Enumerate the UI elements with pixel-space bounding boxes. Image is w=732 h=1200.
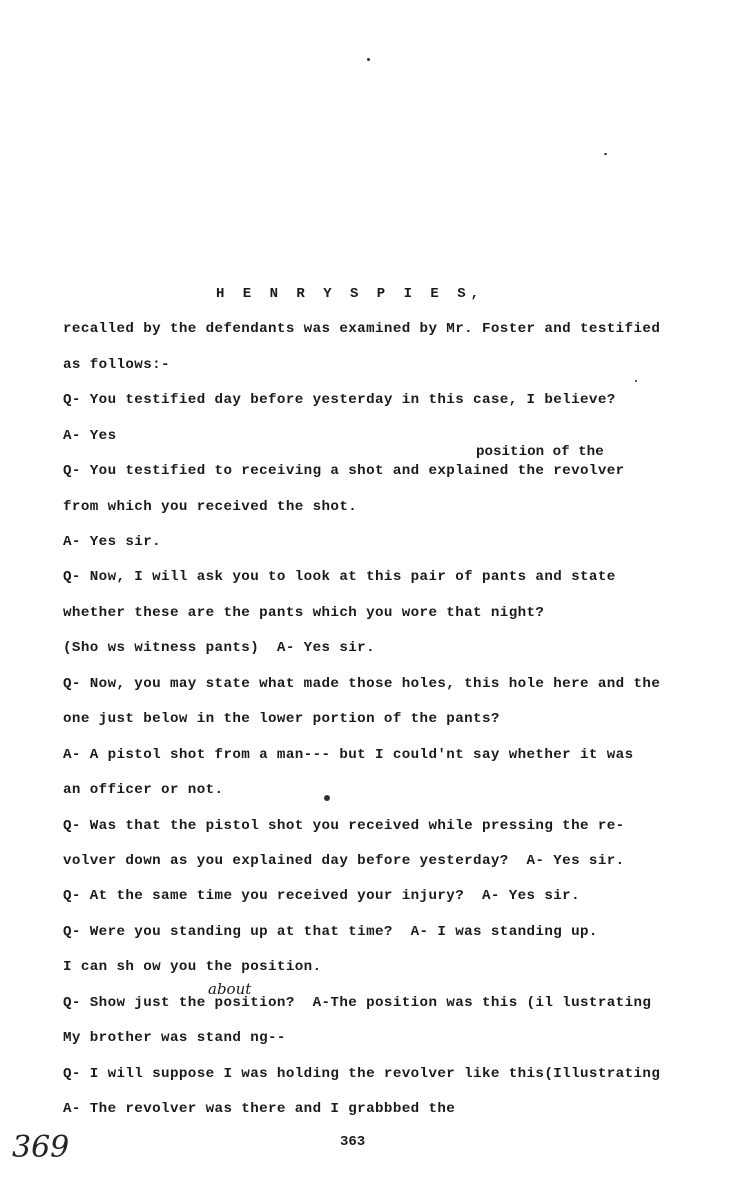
document-title: H E N R Y S P I E S, [215, 286, 485, 302]
handwritten-insert: about [208, 980, 252, 998]
transcript-line: whether these are the pants which you wore that night? [63, 605, 545, 621]
transcript-line: My brother was stand ng-- [63, 1030, 286, 1046]
ink-speck [604, 153, 607, 155]
transcript-line: A- The revolver was there and I grabbbed the [63, 1101, 456, 1117]
transcript-line: Q- Now, you may state what made those holes, this hole here and the [63, 676, 661, 692]
transcript-line: from which you received the shot. [63, 499, 358, 515]
transcript-line: Q- You testified day before yesterday in this case, I believe? [63, 392, 616, 408]
transcript-line: (Sho ws witness pants) A- Yes sir. [63, 640, 375, 656]
transcript-line: volver down as you explained day before yesterday? A- Yes sir. [63, 853, 625, 869]
handwritten-page-number: 369 [12, 1130, 70, 1165]
transcript-line: Q- At the same time you received your injury? A- Yes sir. [63, 888, 581, 904]
transcript-line: A- Yes sir. [63, 534, 162, 550]
interlinear-insert: position of the [476, 444, 604, 460]
transcript-line: A- Yes [63, 428, 117, 444]
page-number: 363 [340, 1134, 366, 1150]
transcript-line: A- A pistol shot from a man--- but I could'nt say whether it was [63, 747, 634, 763]
transcript-line: Q- Was that the pistol shot you received while pressing the re- [63, 818, 625, 834]
transcript-line: recalled by the defendants was examined by Mr. Foster and testified [63, 321, 661, 337]
transcript-line: Q- Were you standing up at that time? A- I was standing up. [63, 924, 598, 940]
transcript-line: one just below in the lower portion of the pants? [63, 711, 500, 727]
transcript-line: as follows:- [63, 357, 170, 373]
transcript-line: I can sh ow you the position. [63, 959, 322, 975]
transcript-line: Q- You testified to receiving a shot and explained the revolver [63, 463, 625, 479]
transcript-line: Q- I will suppose I was holding the revolver like this(Illustrating [63, 1066, 661, 1082]
transcript-line: Q- Now, I will ask you to look at this pair of pants and state [63, 569, 616, 585]
ink-speck [324, 795, 330, 801]
transcript-line: an officer or not. [63, 782, 224, 798]
ink-speck [367, 58, 370, 61]
transcript-line: Q- Show just the position? A-The position was this (il lustrating [63, 995, 652, 1011]
ink-speck [635, 380, 637, 382]
